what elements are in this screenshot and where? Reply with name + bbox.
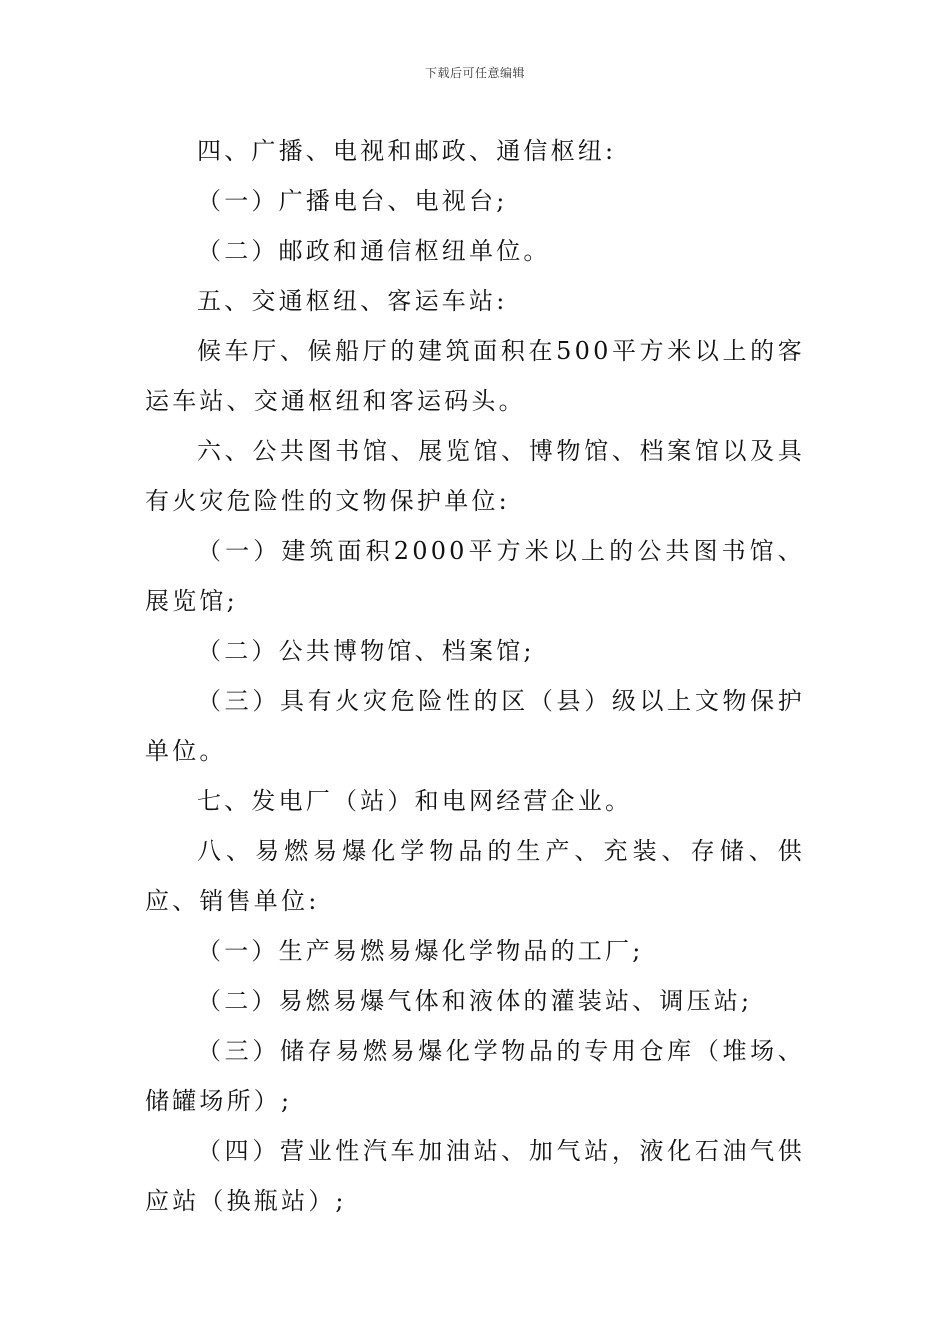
section-4-item-1: （一）广播电台、电视台; [197, 187, 508, 215]
section-6-item-1: （一）建筑面积2000平方米以上的公共图书馆、展览馆; [145, 537, 805, 615]
page-header-note: 下载后可任意编辑 [424, 66, 525, 80]
section-8-item-2: （二）易燃易爆气体和液体的灌装站、调压站; [197, 987, 753, 1015]
section-6-item-3: （三）具有火灾危险性的区（县）级以上文物保护单位。 [145, 687, 805, 765]
section-5-heading: 五、交通枢纽、客运车站: [197, 287, 508, 315]
section-8-item-3: （三）储存易燃易爆化学物品的专用仓库（堆场、储罐场所）; [145, 1037, 805, 1115]
section-8-item-4: （四）营业性汽车加油站、加气站，液化石油气供应站（换瓶站）; [145, 1137, 805, 1215]
section-8-heading: 八、易燃易爆化学物品的生产、充装、存储、供应、销售单位: [145, 837, 805, 915]
section-6-heading: 六、公共图书馆、展览馆、博物馆、档案馆以及具有火灾危险性的文物保护单位: [145, 437, 805, 515]
section-5-body: 候车厅、候船厅的建筑面积在500平方米以上的客运车站、交通枢纽和客运码头。 [145, 337, 805, 415]
section-6-item-2: （二）公共博物馆、档案馆; [197, 637, 535, 665]
section-4-heading: 四、广播、电视和邮政、通信枢纽: [197, 137, 617, 165]
section-8-item-1: （一）生产易燃易爆化学物品的工厂; [197, 937, 644, 965]
section-7-heading: 七、发电厂（站）和电网经营企业。 [197, 787, 633, 815]
section-4-item-2: （二）邮政和通信枢纽单位。 [197, 237, 551, 265]
document-body [145, 126, 805, 1226]
